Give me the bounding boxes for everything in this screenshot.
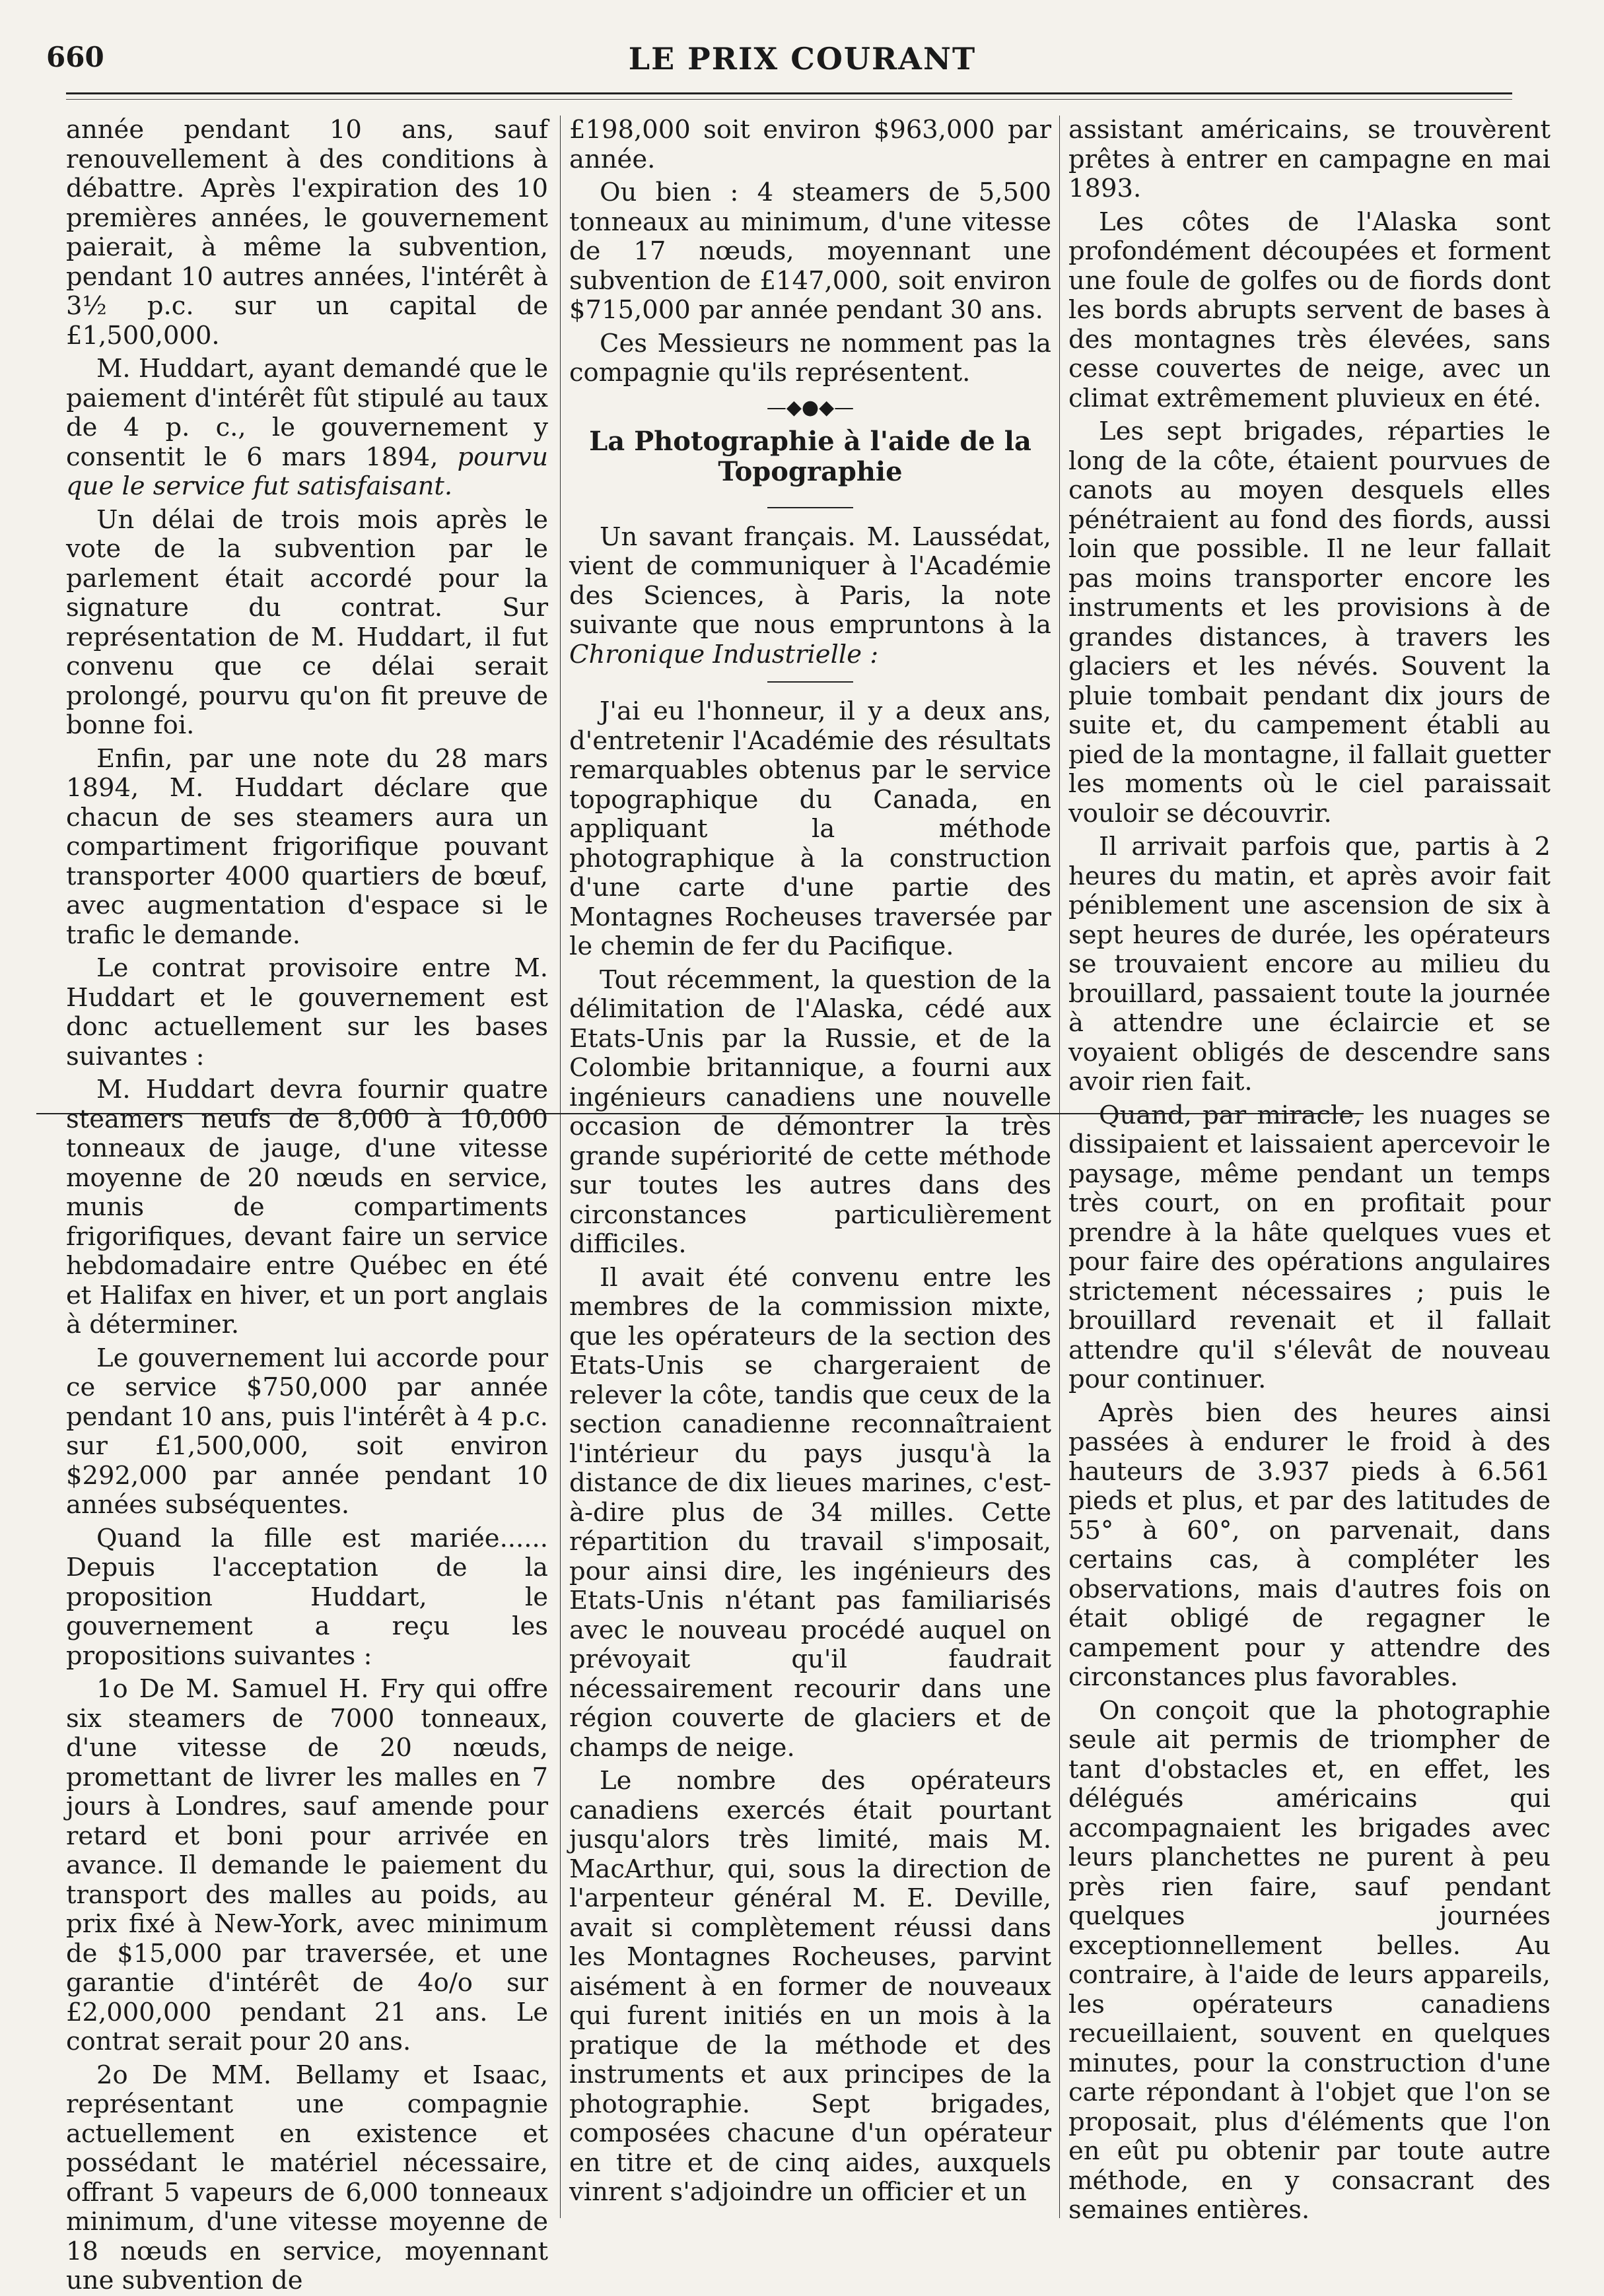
paragraph: Quand la fille est mariée...... Depuis l'acceptation de la proposition Huddart, le gouvernement a reçu les propositions suivantes : <box>66 1523 548 1671</box>
article-title: La Photographie à l'aide de la Topographie <box>589 425 1031 487</box>
paragraph: Le nombre des opérateurs canadiens exercés était pourtant jusqu'alors très limité, mais M. MacArthur, qui, sous la direction de l'arpenteur général M. E. Deville, avait si complètement réussi dans les Montagnes Rocheuses, parvint aisément à en former de nouveaux qui furent initiés en un mois à la pratique de la méthode et des instruments et aux principes de la photographie. Sept brigades, composées chacune d'un opérateur en titre et de cinq aides, auxquels vinrent s'adjoindre un officier et un <box>569 1766 1051 2207</box>
emphasis: pourvu que le service fut satisfaisant. <box>66 442 549 501</box>
paragraph: Les côtes de l'Alaska sont profondément découpées et forment une foule de golfes ou de fiords dont les bords abrupts servent de bases à des montagnes très élevées, sans cesse couvertes de neige, avec un climat extrêmement pluvieux en été. <box>1068 207 1551 413</box>
header-rule-thin <box>66 99 1512 100</box>
paragraph: Après bien des heures ainsi passées à endurer le froid à des hauteurs de 3.937 pieds à 6.561 pieds et plus, et par des latitudes de 55° à 60°, on parvenait, dans certains cas, à compléter les observations, mais d'autres fois on était obligé de regagner le campement pour y attendre des circonstances plus favorables. <box>1068 1398 1551 1692</box>
header-rule <box>66 92 1512 94</box>
paragraph <box>66 355 548 502</box>
paragraph: Les sept brigades, réparties le long de la côte, étaient pourvues de canots au moyen desquels elles pénétraient au fond des fiords, aussi loin que possible. Il ne leur fallait pas moins transporter encore les instruments et les provisions à de grandes distances, à travers les glaciers et les névés. Souvent la pluie tombait pendant dix jours de suite et, du campement établi au pied de la montagne, il fallait guetter les moments où le ciel paraissait vouloir se découvrir. <box>1068 417 1551 828</box>
paragraph: M. Huddart devra fournir quatre steamers neufs de 8,000 à 10,000 tonneaux de jauge, d'une vitesse moyenne de 20 nœuds en service, munis de compartiments frigorifiques, devant faire un service hebdomadaire entre Québec en été et Halifax en hiver, et un port anglais à déterminer. <box>66 1075 548 1339</box>
paragraph: Tout récemment, la question de la délimitation de l'Alaska, cédé aux Etats-Unis par la Russie, et de la Colombie britannique, a fourni aux ingénieurs canadiens une nouvelle occasion de démontrer la très grande supériorité de cette méthode sur toutes les autres dans des circonstances particulièrement difficiles. <box>569 964 1051 1259</box>
paragraph: 2o De MM. Bellamy et Isaac, représentant une compagnie actuellement en existence et possédant le matériel nécessaire, offrant 5 vapeurs de 6,000 tonneaux minimum, d'une vitesse moyenne de 18 nœuds en service, moyennant une subvention de <box>66 2060 548 2295</box>
paragraph: Le gouvernement lui accorde pour ce service $750,000 par année pendant 10 ans, puis l'intérêt à 4 p.c. sur £1,500,000, soit environ $292,000 par année pendant 10 années subséquentes. <box>66 1343 548 1520</box>
paragraph: Le contrat provisoire entre M. Huddart et le gouvernement est donc actuellement sur les bases suivantes : <box>66 953 548 1071</box>
paragraph-text: Un savant français. M. Laussédat, vient de communiquer à l'Académie des Sciences, à Paris, la note suivante que nous empruntons à la <box>569 522 1051 640</box>
paragraph: J'ai eu l'honneur, il y a deux ans, d'entretenir l'Académie des résultats remarquables obtenus par le service topographique du Canada, en appliquant la méthode photographique à la construction d'une carte d'une partie des Montagnes Rocheuses traversée par le chemin de fer du Pacifique. <box>569 696 1051 961</box>
paragraph: Quand, par miracle, les nuages se dissipaient et laissaient apercevoir le paysage, même pendant un temps très court, on en profitait pour prendre à la hâte quelques vues et pour faire des opérations angulaires strictement nécessaires ; puis le brouillard revenait et il fallait attendre qu'il s'élevât de nouveau pour continuer. <box>1068 1100 1551 1394</box>
paragraph-text: M. Huddart, ayant demandé que le paiement d'intérêt fût stipulé au taux de 4 p. c., le gouvernement y consentit le 6 mars 1894, <box>66 354 548 472</box>
page-number: 660 <box>46 41 104 73</box>
paragraph <box>569 523 1051 670</box>
paragraph: Un délai de trois mois après le vote de la subvention par le parlement était accordé pour la signature du contrat. Sur représentation de M. Huddart, il fut convenu que ce délai serait prolongé, pourvu qu'on fit preuve de bonne foi. <box>66 504 548 740</box>
paragraph: assistant américains, se trouvèrent prêtes à entrer en campagne en mai 1893. <box>1068 115 1551 203</box>
column-1 <box>66 115 549 2295</box>
paragraph: Ou bien : 4 steamers de 5,500 tonneaux au minimum, d'une vitesse de 17 nœuds, moyennant une subvention de £147,000, soit environ $715,000 par année pendant 30 ans. <box>569 178 1051 325</box>
paragraph: 1o De M. Samuel H. Fry qui offre six steamers de 7000 tonneaux, d'une vitesse de 20 nœuds, promettant de livrer les malles en 7 jours à Londres, sauf amende pour retard et boni pour arrivée en avance. Il demande le paiement du transport des malles au poids, au prix fixé à New-York, avec minimum de $15,000 par traversée, et une garantie d'intérêt de 4o/o sur £2,000,000 pendant 21 ans. Le contrat serait pour 20 ans. <box>66 1674 548 2056</box>
column-divider-1 <box>560 116 561 2218</box>
title-rule <box>767 507 853 508</box>
running-title: LE PRIX COURANT <box>628 41 977 77</box>
column-divider-2 <box>1059 116 1060 2218</box>
paragraph: Il arrivait parfois que, partis à 2 heures du matin, et après avoir fait péniblement une ascension de six à sept heures de durée, les opérateurs se trouvaient encore au milieu du brouillard, passaient toute la journée à attendre une éclaircie et se voyaient obligés de descendre sans avoir rien fait. <box>1068 832 1551 1097</box>
column-2 <box>569 116 1051 2228</box>
paragraph: Ces Messieurs ne nomment pas la compagnie qu'ils représentent. <box>569 328 1051 388</box>
scan-fold-line <box>36 1113 1364 1114</box>
ornament-separator: —◆●◆— <box>766 395 854 419</box>
source-name: Chronique Industrielle : <box>569 639 879 669</box>
paragraph: année pendant 10 ans, sauf renouvellement à des conditions à débattre. Après l'expiration des 10 premières années, le gouvernement paierait, à même la subvention, pendant 10 autres années, l'intérêt à 3½ p.c. sur un capital de £1,500,000. <box>66 115 548 351</box>
paragraph: Enfin, par une note du 28 mars 1894, M. Huddart déclare que chacun de ses steamers aura un compartiment frigorifique pouvant transporter 4000 quartiers de bœuf, avec augmentation d'espace si le trafic le demande. <box>66 743 548 950</box>
column-3 <box>1068 116 1551 2228</box>
page-header <box>46 41 1558 87</box>
paragraph: Il avait été convenu entre les membres de la commission mixte, que les opérateurs de la section des Etats-Unis se chargeraient de relever la côte, tandis que ceux de la section canadienne reconnaîtraient l'intérieur du pays jusqu'à la distance de dix lieues marines, c'est-à-dire plus de 34 milles. Cette répartition du travail s'imposait, pour ainsi dire, les ingénieurs des Etats-Unis n'étant pas familiarisés avec le nouveau procédé auquel on prévoyait qu'il faudrait nécessairement recourir dans une région couverte de glaciers et de champs de neige. <box>569 1262 1051 1763</box>
paragraph: £198,000 soit environ $963,000 par année. <box>569 115 1051 174</box>
section-rule <box>767 681 853 683</box>
paragraph: On conçoit que la photographie seule ait permis de triompher de tant d'obstacles et, en effet, les délégués américains qui accompagnaient les brigades avec leurs planchettes ne purent à peu près rien faire, sauf pendant quelques journées exceptionnellement belles. Au contraire, à l'aide de leurs appareils, les opérateurs canadiens recueillaient, souvent en quelques minutes, pour la construction d'une carte répondant à l'objet que l'on se proposait, plus d'éléments que l'on en eût pu obtenir par toute autre méthode, en y consacrant des semaines entières. <box>1068 1695 1551 2225</box>
